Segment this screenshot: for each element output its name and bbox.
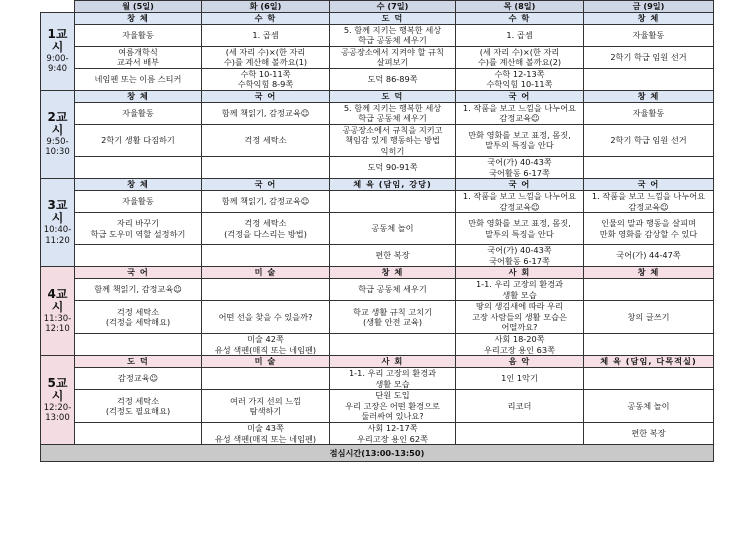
lesson-cell: 만화 영화를 보고 표정, 몸짓, 말투의 특징을 안다: [456, 213, 584, 245]
detail-row: [41, 213, 714, 245]
period-number: 1교시: [47, 26, 68, 54]
lesson-cell: 공동체 놀이: [584, 390, 714, 423]
subject-cell: 국 어: [456, 90, 584, 102]
lesson-cell: 1. 곱셈: [202, 24, 330, 46]
detail-row: [41, 102, 714, 124]
subject-row: [41, 179, 714, 191]
lesson-cell: 국어(가) 40-43쪽 국어활동 6-17쪽: [456, 245, 584, 267]
period-number: 2교시: [47, 109, 68, 137]
detail-row: [41, 368, 714, 390]
period-number: 3교시: [47, 198, 68, 225]
day-header-row: [41, 1, 714, 13]
lesson-cell: 편한 복장: [584, 423, 714, 445]
lesson-cell: [75, 245, 202, 267]
lesson-cell: 1. 작품을 보고 느낌을 나누어요 감정교육☺: [584, 191, 714, 213]
lesson-cell: 1-1. 우리 고장의 환경과 생활 모습: [456, 279, 584, 301]
detail-row: [41, 191, 714, 213]
lesson-cell: 미술 42쪽 유성 색펜(매직 또는 네임펜): [202, 334, 330, 356]
period-time-start: 9:50-: [46, 136, 69, 147]
detail-row: [41, 46, 714, 68]
period-label: [41, 267, 75, 356]
lesson-cell: 창의 글쓰기: [584, 301, 714, 334]
period-time-start: 10:40-: [43, 225, 72, 235]
subject-cell: 창 체: [584, 267, 714, 279]
lesson-cell: 만화 영화를 보고 표정, 몸짓, 말투의 특징을 안다: [456, 124, 584, 157]
lesson-cell: (세 자리 수)×(한 자리 수)를 계산해 볼까요(2): [456, 46, 584, 68]
lesson-cell: [75, 334, 202, 356]
lesson-cell: 함께 책읽기, 감정교육☺: [202, 102, 330, 124]
period-label: [41, 12, 75, 90]
lesson-cell: 걱정 세탁소 (걱정도 필요해요): [75, 390, 202, 423]
lesson-cell: 1-1. 우리 고장의 환경과 생활 모습: [330, 368, 456, 390]
lesson-cell: [75, 423, 202, 445]
period-label: [41, 356, 75, 445]
lesson-cell: 국어(가) 40-43쪽 국어활동 6-17쪽: [456, 157, 584, 179]
lesson-cell: 수학 10-11쪽 수학익힘 8-9쪽: [202, 68, 330, 90]
subject-cell: 국 어: [456, 179, 584, 191]
subject-cell: 창 체: [75, 90, 202, 102]
lesson-cell: [330, 191, 456, 213]
detail-row: [41, 124, 714, 157]
subject-cell: 도 덕: [330, 12, 456, 24]
lesson-cell: 자율활동: [75, 24, 202, 46]
lesson-cell: [330, 334, 456, 356]
period-number: 5교시: [47, 375, 68, 403]
detail-row: [41, 24, 714, 46]
lesson-cell: [75, 157, 202, 179]
subject-cell: 체 육 (담임, 다목적실): [584, 356, 714, 368]
detail-row: [41, 390, 714, 423]
lesson-cell: [584, 157, 714, 179]
lesson-cell: 도덕 86-89쪽: [330, 68, 456, 90]
lesson-cell: [202, 368, 330, 390]
subject-cell: 도 덕: [330, 90, 456, 102]
lesson-cell: 도덕 90-91쪽: [330, 157, 456, 179]
subject-cell: 사 회: [456, 267, 584, 279]
subject-cell: 창 체: [584, 90, 714, 102]
subject-cell: 음 악: [456, 356, 584, 368]
detail-row: [41, 157, 714, 179]
day-header: 월 (5일): [75, 1, 202, 13]
subject-cell: 수 학: [202, 12, 330, 24]
lesson-cell: 자율활동: [584, 24, 714, 46]
subject-cell: 국 어: [202, 90, 330, 102]
lesson-cell: 자율활동: [75, 102, 202, 124]
day-header: 화 (6일): [202, 1, 330, 13]
period-time-start: 11:30-: [43, 313, 72, 324]
subject-cell: 국 어: [75, 267, 202, 279]
lesson-cell: 1. 곱셈: [456, 24, 584, 46]
subject-cell: 사 회: [330, 356, 456, 368]
lesson-cell: 리코더: [456, 390, 584, 423]
subject-cell: 창 체: [75, 179, 202, 191]
subject-cell: 도 덕: [75, 356, 202, 368]
detail-row: [41, 334, 714, 356]
lesson-cell: 편한 복장: [330, 245, 456, 267]
lesson-cell: 함께 책읽기, 감정교육☺: [202, 191, 330, 213]
subject-cell: 수 학: [456, 12, 584, 24]
lesson-cell: (세 자리 수)×(한 자리 수)를 계산해 볼까요(1): [202, 46, 330, 68]
lesson-cell: 학급 공동체 세우기: [330, 279, 456, 301]
lesson-cell: 함께 책읽기, 감정교육☺: [75, 279, 202, 301]
subject-cell: 국 어: [584, 179, 714, 191]
lesson-cell: [584, 279, 714, 301]
period-time-end: 10:30: [45, 147, 70, 158]
lunch-row: [41, 445, 714, 462]
period-time-end: 11:20: [45, 235, 70, 246]
lesson-cell: 사회 18-20쪽 우리고장 용인 63쪽: [456, 334, 584, 356]
lesson-cell: 공공장소에서 규칙을 지키고 책임감 있게 행동하는 방법 익히기: [330, 124, 456, 157]
period-label: [41, 179, 75, 267]
lesson-cell: 수학 12-13쪽 수학익힘 10-11쪽: [456, 68, 584, 90]
lunch-banner: 점심시간(13:00-13:50): [41, 445, 714, 462]
lesson-cell: 1. 작품을 보고 느낌을 나누어요 감정교육☺: [456, 102, 584, 124]
lesson-cell: 5. 함께 지키는 행복한 세상 학급 공동체 세우기: [330, 24, 456, 46]
lesson-cell: [584, 68, 714, 90]
lesson-cell: [584, 368, 714, 390]
period-time-start: 9:00-: [46, 53, 69, 64]
subject-cell: 미 술: [202, 267, 330, 279]
lesson-cell: 땅의 생김새에 따라 우리 고장 사람들의 생활 모습은 어떨까요?: [456, 301, 584, 334]
lesson-cell: 여름개학식 교과서 배부: [75, 46, 202, 68]
subject-cell: 미 술: [202, 356, 330, 368]
lesson-cell: [202, 157, 330, 179]
period-time-start: 12:20-: [43, 402, 72, 413]
day-header: 금 (9일): [584, 1, 714, 13]
lesson-cell: 1인 1악기: [456, 368, 584, 390]
detail-row: [41, 301, 714, 334]
lesson-cell: 사회 12-17쪽 우리고장 용인 62쪽: [330, 423, 456, 445]
lesson-cell: 미술 43쪽 유성 색펜(매직 또는 네임펜): [202, 423, 330, 445]
subject-row: [41, 267, 714, 279]
lesson-cell: 자율활동: [584, 102, 714, 124]
lesson-cell: 공동체 놀이: [330, 213, 456, 245]
lesson-cell: 5. 함께 지키는 행복한 세상 학급 공동체 세우기: [330, 102, 456, 124]
detail-row: [41, 245, 714, 267]
lesson-cell: [202, 279, 330, 301]
period-time-end: 12:10: [45, 324, 70, 334]
subject-cell: 창 체: [330, 267, 456, 279]
lesson-cell: [202, 245, 330, 267]
lesson-cell: 어떤 선을 찾을 수 있을까?: [202, 301, 330, 334]
lesson-cell: 2학기 학급 임원 선거: [584, 46, 714, 68]
timetable: [40, 0, 714, 462]
lesson-cell: 걱정 세탁소 (걱정을 다스리는 방법): [202, 213, 330, 245]
subject-row: [41, 90, 714, 102]
period-time-end: 9:40: [47, 64, 68, 74]
lesson-cell: 공공장소에서 지켜야 할 규칙 살펴보기: [330, 46, 456, 68]
lesson-cell: 국어(가) 44-47쪽: [584, 245, 714, 267]
subject-row: [41, 356, 714, 368]
corner-cell: [41, 1, 75, 13]
lesson-cell: 자율활동: [75, 191, 202, 213]
day-header: 수 (7일): [330, 1, 456, 13]
lesson-cell: 학교 생활 규칙 고치기 (생활 안전 교육): [330, 301, 456, 334]
subject-row: [41, 12, 714, 24]
detail-row: [41, 279, 714, 301]
period-time-end: 13:00: [45, 413, 70, 423]
period-label: [41, 90, 75, 179]
subject-cell: 국 어: [202, 179, 330, 191]
lesson-cell: 인물의 말과 행동을 살피며 만화 영화를 감상할 수 있다: [584, 213, 714, 245]
lesson-cell: 2학기 생활 다짐하기: [75, 124, 202, 157]
subject-cell: 체 육 (담임, 강당): [330, 179, 456, 191]
lesson-cell: [456, 423, 584, 445]
lesson-cell: 2학기 학급 임원 선거: [584, 124, 714, 157]
lesson-cell: 감정교육☺: [75, 368, 202, 390]
lesson-cell: 걱정 세탁소 (걱정을 세탁해요): [75, 301, 202, 334]
lesson-cell: 단원 도입 우리 고장은 어떤 환경으로 둘러싸여 있나요?: [330, 390, 456, 423]
period-number: 4교시: [47, 286, 68, 314]
detail-row: [41, 423, 714, 445]
lesson-cell: 1. 작품을 보고 느낌을 나누어요 감정교육☺: [456, 191, 584, 213]
lesson-cell: 여러 가지 선의 느낌 탐색하기: [202, 390, 330, 423]
detail-row: [41, 68, 714, 90]
lesson-cell: 걱정 세탁소: [202, 124, 330, 157]
subject-cell: 창 체: [584, 12, 714, 24]
subject-cell: 창 체: [75, 12, 202, 24]
lesson-cell: [584, 334, 714, 356]
lesson-cell: 네임펜 또는 이름 스티커: [75, 68, 202, 90]
lesson-cell: 자리 바꾸기 학급 도우미 역할 설정하기: [75, 213, 202, 245]
day-header: 목 (8일): [456, 1, 584, 13]
